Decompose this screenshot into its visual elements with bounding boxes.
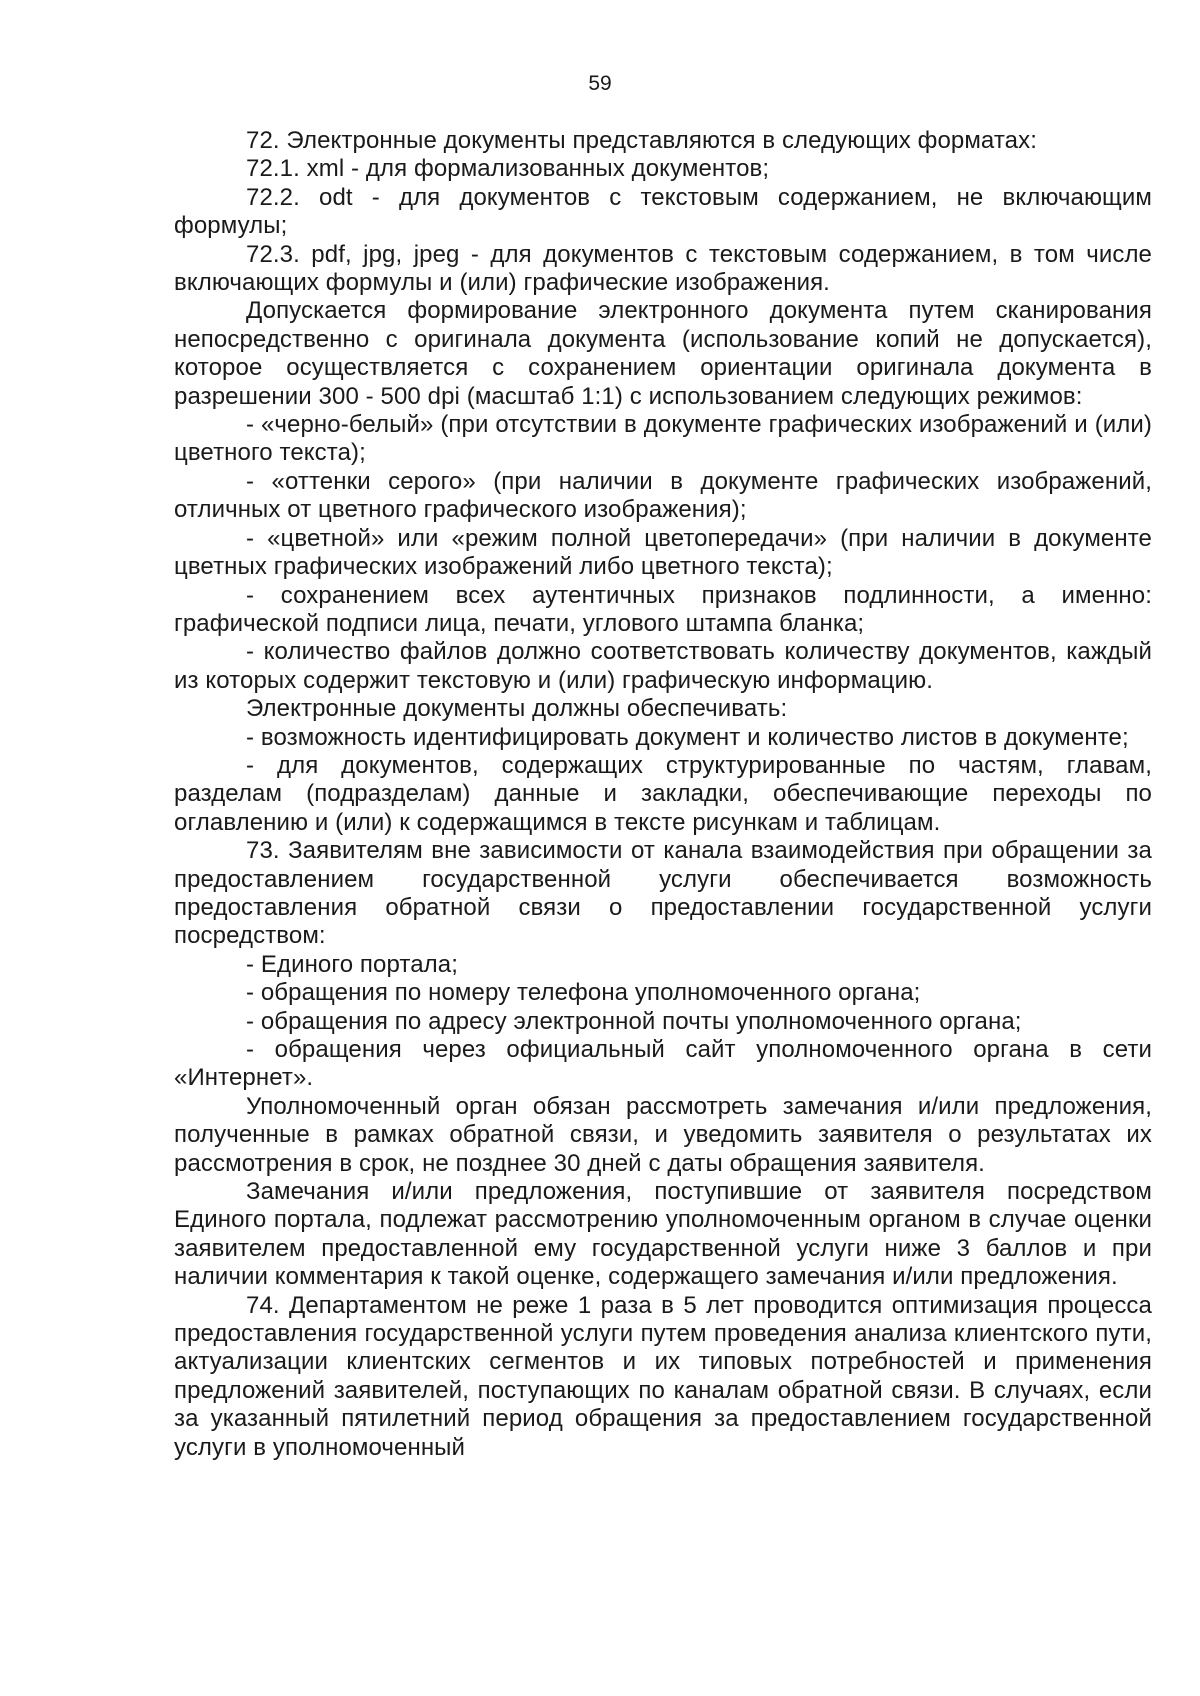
paragraph-documents-must-provide: Электронные документы должны обеспечивать: xyxy=(246,695,788,723)
paragraph-72-3: 72.3. pdf, jpg, jpeg - для документов с текстовым содержанием, в том числе включающих формулы и (или) графические изображения. xyxy=(174,240,1152,297)
list-item-website: - обращения через официальный сайт уполномоченного органа в сети «Интернет». xyxy=(174,1036,1152,1092)
list-item-authenticity: - сохранением всех аутентичных признаков подлинности, а именно: графической подписи лица, печати, углового штампа бланка; xyxy=(174,581,1152,637)
paragraph-scanning-allowed: Допускается формирование электронного документа путем сканирования непосредственно с оригинала документа (использование копий не допускается), которое осуществляется с сохранением ориентации оригинала документа в разрешении 300 - 500 dpi (масштаб 1:1) с использованием следующих режимов: xyxy=(174,297,1152,410)
list-item-grayscale: - «оттенки серого» (при наличии в документе графических изображений, отличных от цветного графического изображения); xyxy=(174,467,1152,524)
list-item-file-count: - количество файлов должно соответствовать количеству документов, каждый из которых содержит текстовую и (или) графическую информацию. xyxy=(174,638,1152,694)
list-item-unified-portal: - Единого портала; xyxy=(246,950,458,978)
paragraph-73: 73. Заявителям вне зависимости от канала взаимодействия при обращении за предоставлением государственной услуги обеспечивается возможность предоставления обратной связи о предоставлении государственной услуги посредством: xyxy=(174,837,1152,950)
list-item-black-white: - «черно-белый» (при отсутствии в документе графических изображений и (или) цветного текста); xyxy=(174,411,1152,467)
paragraph-72-1: 72.1. xml - для формализованных документов; xyxy=(246,155,770,183)
paragraph-72-2: 72.2. odt - для документов с текстовым содержанием, не включающим формулы; xyxy=(174,183,1152,240)
document-body xyxy=(174,127,1152,1462)
list-item-identify-document: - возможность идентифицировать документ и количество листов в документе; xyxy=(246,723,1129,751)
list-item-phone: - обращения по номеру телефона уполномоченного органа; xyxy=(246,979,921,1007)
list-item-email: - обращения по адресу электронной почты уполномоченного органа; xyxy=(246,1007,1022,1035)
list-item-color: - «цветной» или «режим полной цветопередачи» (при наличии в документе цветных графических изображений либо цветного текста); xyxy=(174,524,1152,581)
paragraph-74: 74. Департаментом не реже 1 раза в 5 лет проводится оптимизация процесса предоставления государственной услуги путем проведения анализа клиентского пути, актуализации клиентских сегментов и их типовых потребностей и применения предложений заявителей, поступающих по каналам обратной связи. В случаях, если за указанный пятилетний период обращения за предоставлением государственной услуги в уполномоченный xyxy=(174,1291,1152,1461)
paragraph-72: 72. Электронные документы представляются в следующих форматах: xyxy=(246,127,1037,154)
paragraph-remarks-portal: Замечания и/или предложения, поступившие от заявителя посредством Единого портала, подлежат рассмотрению уполномоченным органом в случае оценки заявителем предоставленной ему государственной услуги ниже 3 баллов и при наличии комментария к такой оценке, содержащего замечания и/или предложения. xyxy=(174,1178,1152,1291)
page-number: 59 xyxy=(588,72,612,95)
list-item-structured-documents: - для документов, содержащих структурированные по частям, главам, разделам (подразделам) данные и закладки, обеспечивающие переходы по оглавлению и (или) к содержащимся в тексте рисункам и таблицам. xyxy=(174,751,1152,836)
paragraph-authority-obliged: Уполномоченный орган обязан рассмотреть замечания и/или предложения, полученные в рамках обратной связи, и уведомить заявителя о результатах их рассмотрения в срок, не позднее 30 дней с даты обращения заявителя. xyxy=(174,1092,1152,1177)
